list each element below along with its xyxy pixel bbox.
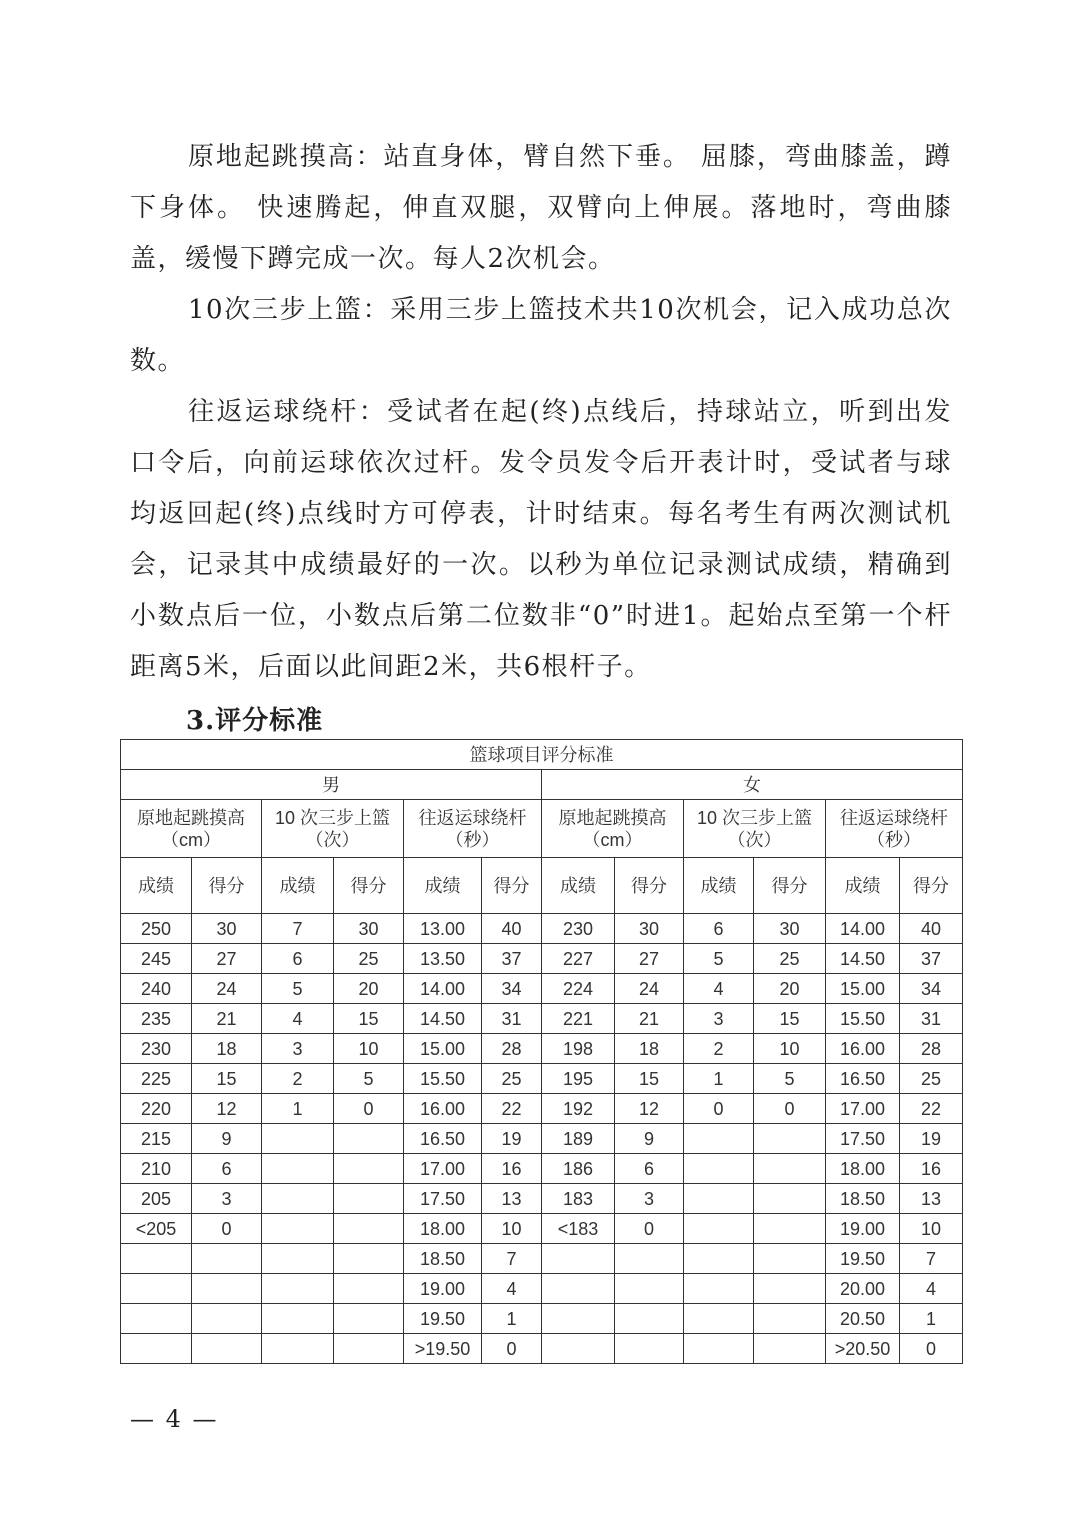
column-header: 得分 [615,858,684,914]
table-cell: 20 [334,974,404,1004]
table-cell: 245 [121,944,192,974]
table-cell: 25 [334,944,404,974]
paragraph-layup: 10次三步上篮：采用三步上篮技术共10次机会，记入成功总次数。 [130,295,952,376]
table-row [121,1244,963,1274]
table-cell [262,1304,334,1334]
table-cell: 215 [121,1124,192,1154]
table-cell [334,1274,404,1304]
table-cell [262,1274,334,1304]
table-cell: 4 [482,1274,542,1304]
table-cell: 1 [900,1304,963,1334]
table-cell [262,1154,334,1184]
table-cell: 225 [121,1064,192,1094]
table-cell [542,1334,615,1364]
table-cell: 13.00 [404,914,482,944]
table-cell: 14.50 [404,1004,482,1034]
table-cell: 13.50 [404,944,482,974]
table-cell: 4 [262,1004,334,1034]
table-cell: 10 [482,1214,542,1244]
table-cell [684,1304,754,1334]
table-cell: 28 [482,1034,542,1064]
table-cell: 7 [262,914,334,944]
table-cell: 19.00 [404,1274,482,1304]
table-cell: 20.00 [826,1274,900,1304]
table-cell: 20.50 [826,1304,900,1334]
paragraph-dribble: 往返运球绕杆：受试者在起(终)点线后，持球站立，听到出发口令后，向前运球依次过杆。发令员发令后开表计时，受试者与球均返回起(终)点线时方可停表，计时结束。每名考生有两次测试机会，记录其中成绩最好的一次。以秒为单位记录测试成绩，精确到小数点后一位，小数点后第二位数非“0”时进1。起始点至第一个杆距离5米，后面以此间距2米，共6根杆子。 [130,397,952,682]
table-cell [754,1274,826,1304]
table-cell: 19 [482,1124,542,1154]
table-cell [192,1274,262,1304]
table-cell: 2 [262,1064,334,1094]
table-cell: 30 [192,914,262,944]
table-cell: 27 [192,944,262,974]
event-header: 往返运球绕杆（秒） [404,800,542,858]
table-cell [262,1184,334,1214]
table-cell: 240 [121,974,192,1004]
table-cell: 16.00 [404,1094,482,1124]
table-cell: 31 [900,1004,963,1034]
table-cell: 3 [262,1034,334,1064]
table-cell: 16.50 [826,1064,900,1094]
table-cell: 21 [615,1004,684,1034]
table-cell [684,1214,754,1244]
table-row [121,944,963,974]
table-cell [542,1244,615,1274]
table-cell [684,1154,754,1184]
table-cell: 235 [121,1004,192,1034]
table-cell: 15 [754,1004,826,1034]
table-row [121,974,963,1004]
table-cell [615,1334,684,1364]
table-cell: 15.00 [826,974,900,1004]
table-cell: >20.50 [826,1334,900,1364]
table-cell: 5 [754,1064,826,1094]
table-row [121,1064,963,1094]
table-cell: 34 [482,974,542,1004]
table-cell [684,1334,754,1364]
table-cell: 6 [684,914,754,944]
table-cell: 0 [900,1334,963,1364]
table-cell: 227 [542,944,615,974]
table-cell: <183 [542,1214,615,1244]
table-cell: 230 [542,914,615,944]
table-cell [121,1304,192,1334]
table-cell: >19.50 [404,1334,482,1364]
event-header: 10 次三步上篮（次） [684,800,826,858]
table-cell: 16 [482,1154,542,1184]
scoring-table [120,739,963,1364]
table-cell: 18.50 [826,1184,900,1214]
table-cell: 18.00 [826,1154,900,1184]
table-cell [684,1274,754,1304]
table-cell: 16.00 [826,1034,900,1064]
table-cell [334,1184,404,1214]
event-header: 原地起跳摸高（cm） [121,800,262,858]
table-cell [334,1334,404,1364]
table-cell: 22 [900,1094,963,1124]
table-cell: 6 [615,1154,684,1184]
table-cell: 15.50 [404,1064,482,1094]
table-cell: 12 [192,1094,262,1124]
table-cell: 17.00 [826,1094,900,1124]
table-cell: 25 [900,1064,963,1094]
table-cell [334,1244,404,1274]
table-cell: 15.50 [826,1004,900,1034]
table-cell [334,1304,404,1334]
table-cell: 1 [262,1094,334,1124]
table-cell [121,1334,192,1364]
table-cell: 195 [542,1064,615,1094]
table-cell: 15.00 [404,1034,482,1064]
table-cell: 9 [615,1124,684,1154]
table-cell [754,1154,826,1184]
table-cell: 18.50 [404,1244,482,1274]
table-cell: 0 [192,1214,262,1244]
table-row [121,1214,963,1244]
table-cell [334,1124,404,1154]
table-cell: 16.50 [404,1124,482,1154]
table-cell [334,1214,404,1244]
table-cell: 192 [542,1094,615,1124]
table-cell: 9 [192,1124,262,1154]
table-cell: 31 [482,1004,542,1034]
table-cell: 37 [900,944,963,974]
table-cell: 6 [262,944,334,974]
section-title: 3.评分标准 [186,706,324,736]
column-header: 得分 [754,858,826,914]
table-cell: 0 [684,1094,754,1124]
table-cell [121,1244,192,1274]
table-cell: 220 [121,1094,192,1124]
column-header: 得分 [334,858,404,914]
table-cell [754,1124,826,1154]
table-cell: 12 [615,1094,684,1124]
table-row [121,1034,963,1064]
table-cell: 17.50 [404,1184,482,1214]
table-cell: 15 [192,1064,262,1094]
table-cell [615,1304,684,1334]
table-cell: 250 [121,914,192,944]
event-header: 10 次三步上篮（次） [262,800,404,858]
table-cell: 15 [334,1004,404,1034]
table-cell: 221 [542,1004,615,1034]
table-cell: 19.50 [404,1304,482,1334]
table-cell: 18 [192,1034,262,1064]
table-cell: 224 [542,974,615,1004]
table-cell [192,1334,262,1364]
table-cell: 189 [542,1124,615,1154]
table-cell: 186 [542,1154,615,1184]
table-cell [615,1244,684,1274]
table-cell: 22 [482,1094,542,1124]
table-cell: 17.00 [404,1154,482,1184]
table-cell: 40 [900,914,963,944]
table-cell [262,1244,334,1274]
page-number: — 4 — [130,1405,219,1433]
table-cell: 0 [615,1214,684,1244]
table-cell: 6 [192,1154,262,1184]
table-cell: 17.50 [826,1124,900,1154]
table-cell [262,1124,334,1154]
table-cell: 20 [754,974,826,1004]
table-cell: 0 [482,1334,542,1364]
table-cell: 0 [754,1094,826,1124]
column-header: 成绩 [684,858,754,914]
table-cell [754,1214,826,1244]
table-cell: 1 [482,1304,542,1334]
table-cell: 25 [482,1064,542,1094]
table-cell [754,1304,826,1334]
table-cell [754,1184,826,1214]
table-cell: 3 [192,1184,262,1214]
table-cell [684,1184,754,1214]
table-cell [684,1124,754,1154]
table-cell: 5 [334,1064,404,1094]
table-cell [615,1274,684,1304]
table-cell: 183 [542,1184,615,1214]
table-row [121,1094,963,1124]
column-header: 成绩 [121,858,192,914]
table-cell: 34 [900,974,963,1004]
event-header: 原地起跳摸高（cm） [542,800,684,858]
column-header: 得分 [192,858,262,914]
table-cell: 25 [754,944,826,974]
table-cell: 198 [542,1034,615,1064]
table-cell [192,1304,262,1334]
table-cell: 37 [482,944,542,974]
table-cell: 1 [684,1064,754,1094]
column-header: 成绩 [262,858,334,914]
table-cell [684,1244,754,1274]
table-row [121,1124,963,1154]
table-cell: 4 [684,974,754,1004]
table-cell: 13 [482,1184,542,1214]
table-cell: 3 [615,1184,684,1214]
gender-female: 女 [542,770,963,800]
table-cell: 2 [684,1034,754,1064]
table-cell: 19 [900,1124,963,1154]
table-cell [262,1334,334,1364]
table-title: 篮球项目评分标准 [121,740,963,770]
table-cell [542,1274,615,1304]
table-cell: 14.50 [826,944,900,974]
table-cell: 24 [615,974,684,1004]
table-cell: 4 [900,1274,963,1304]
table-cell: 5 [684,944,754,974]
table-cell: 18.00 [404,1214,482,1244]
paragraph-jump-reach: 原地起跳摸高：站直身体，臂自然下垂。 屈膝，弯曲膝盖，蹲下身体。 快速腾起，伸直双腿，双臂向上伸展。落地时，弯曲膝盖，缓慢下蹲完成一次。每人2次机会。 [130,142,952,274]
table-cell: 205 [121,1184,192,1214]
column-header: 成绩 [542,858,615,914]
table-cell [334,1154,404,1184]
table-cell: 14.00 [404,974,482,1004]
table-row [121,1334,963,1364]
table-cell: 5 [262,974,334,1004]
column-header: 成绩 [826,858,900,914]
table-cell: 30 [334,914,404,944]
table-cell: 19.50 [826,1244,900,1274]
table-cell [754,1244,826,1274]
table-cell: 0 [334,1094,404,1124]
table-cell: 10 [900,1214,963,1244]
column-header: 得分 [482,858,542,914]
table-cell [754,1334,826,1364]
table-cell [262,1214,334,1244]
table-cell: 15 [615,1064,684,1094]
table-cell: 28 [900,1034,963,1064]
table-cell: 10 [334,1034,404,1064]
table-cell: 19.00 [826,1214,900,1244]
table-cell: 21 [192,1004,262,1034]
table-row [121,1274,963,1304]
table-cell [121,1274,192,1304]
event-header: 往返运球绕杆（秒） [826,800,963,858]
table-row [121,1184,963,1214]
table-cell: 24 [192,974,262,1004]
table-cell [192,1244,262,1274]
table-cell: 210 [121,1154,192,1184]
table-cell: 18 [615,1034,684,1064]
table-cell: 3 [684,1004,754,1034]
table-cell: 14.00 [826,914,900,944]
table-row [121,1154,963,1184]
table-cell: 230 [121,1034,192,1064]
table-cell: 40 [482,914,542,944]
table-cell: 27 [615,944,684,974]
table-row [121,1004,963,1034]
table-cell: 30 [615,914,684,944]
table-row [121,914,963,944]
table-cell: <205 [121,1214,192,1244]
table-cell: 13 [900,1184,963,1214]
gender-male: 男 [121,770,542,800]
body-text [130,132,952,693]
table-cell: 7 [482,1244,542,1274]
table-cell: 16 [900,1154,963,1184]
table-cell [542,1304,615,1334]
table-cell: 30 [754,914,826,944]
column-header: 成绩 [404,858,482,914]
table-cell: 10 [754,1034,826,1064]
table-cell: 7 [900,1244,963,1274]
table-row [121,1304,963,1334]
column-header: 得分 [900,858,963,914]
